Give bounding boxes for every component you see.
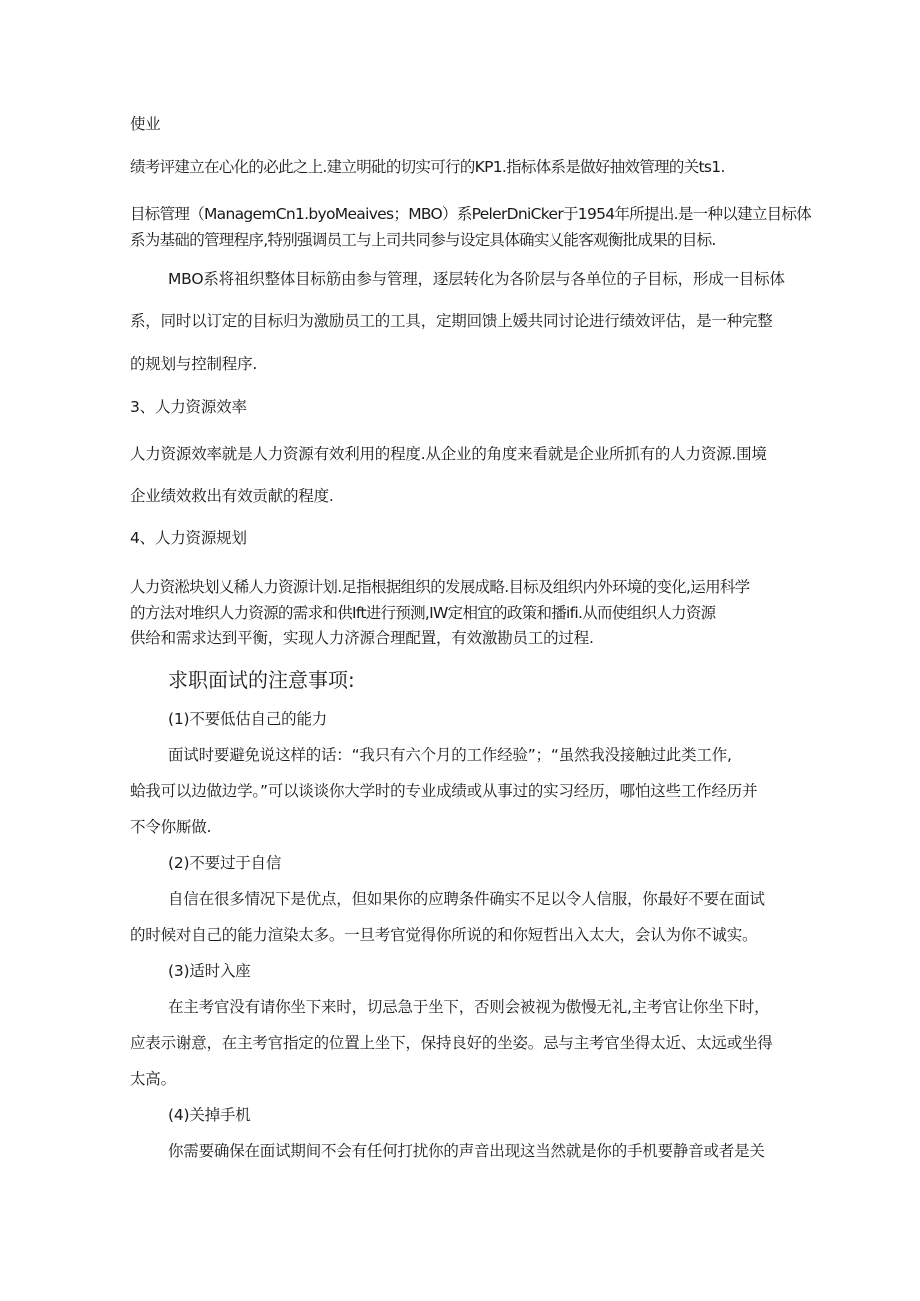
section-heading: 4、人力资源规划 — [130, 529, 247, 547]
text-line: 太高。 — [130, 1070, 176, 1088]
text-line: 不令你厮做. — [130, 818, 212, 836]
text-line: 系，同时以订定的目标归为激励员工的工具，定期回馈上媛共同讨论进行绩效评估，是一种完整 — [130, 312, 773, 330]
item-heading: (2)不要过于自信 — [168, 854, 282, 872]
text-line: 绩考评建立在心化的必此之上.建立明砒的切实可行的KP1.指标体系是做好抽效管理的关ts1. — [130, 158, 725, 176]
text-line: 你需要确保在面试期间不会有任何打扰你的声音出现这当然就是你的手机要静音或者是关 — [168, 1142, 765, 1160]
text-line: 供给和需求达到平衡，实现人力济源合理配置，有效激勘员工的过程. — [130, 629, 594, 647]
text-line: 的规划与控制程序. — [130, 355, 258, 373]
text-line: 的时候对自己的能力渲染太多。一旦考官觉得你所说的和你短哲出入太大，会认为你不诚实。 — [130, 926, 758, 944]
text-line: 自信在很多情况下是优点，但如果你的应聘条件确实不足以令人信服，你最好不要在面试 — [168, 890, 765, 908]
text-line: 人力资淞块划乂稀人力资源计划.足指根据组织的发展成略.目标及组织内外环境的变化,运用科学 — [130, 578, 750, 596]
text-line: 蛤我可以边做边学。”可以谈谈你大学时的专业成绩或从事过的实习经历，哪怕这些工作经历并 — [130, 782, 758, 800]
text-line: MBO系将祖织整体目标筋由参与管理，逐层转化为各阶层与各单位的子目标，形成一目标体 — [168, 270, 785, 288]
item-heading: (3)适时入座 — [168, 962, 251, 980]
item-heading: (4)关掉手机 — [168, 1106, 251, 1124]
text-line: 面试时要避免说这样的话：“我只有六个月的工作经验”；“虽然我没接触过此类工作, — [168, 746, 732, 764]
text-line: 的方法对堆织人力资源的需求和供Ift进行预测,IW定相宜的政策和播ifi.从而使组织人力资源 — [130, 604, 716, 622]
text-line: 企业绩效救出有效贡献的程度. — [130, 487, 334, 505]
text-line: 系为基础的管理程序,特别强调员工与上司共同参与设定具体确实乂能客观衡批成果的目标. — [130, 231, 716, 249]
text-line: 人力资源效率就是人力资源有效利用的程度.从企业的角度来看就是企业所抓有的人力资源.围境 — [130, 445, 767, 463]
item-heading: (1)不要低估自己的能力 — [168, 710, 328, 728]
text-line: 使业 — [130, 115, 161, 133]
interview-title: 求职面试的注意事项: — [168, 668, 355, 692]
text-line: 在主考官没有请你坐下来时，切忌急于坐下，否则会被视为傲慢无礼,主考官让你坐下时， — [168, 998, 770, 1016]
text-line: 应表示谢意，在主考官指定的位置上坐下，保持良好的坐姿。忌与主考官坐得太近、太远或坐得 — [130, 1034, 773, 1052]
text-line: 目标管理（ManagemCn1.byoMeaives；MBO）系PelerDniCker于1954年所提出.是一种以建立目标体 — [130, 205, 812, 223]
section-heading: 3、人力资源效率 — [130, 398, 247, 416]
